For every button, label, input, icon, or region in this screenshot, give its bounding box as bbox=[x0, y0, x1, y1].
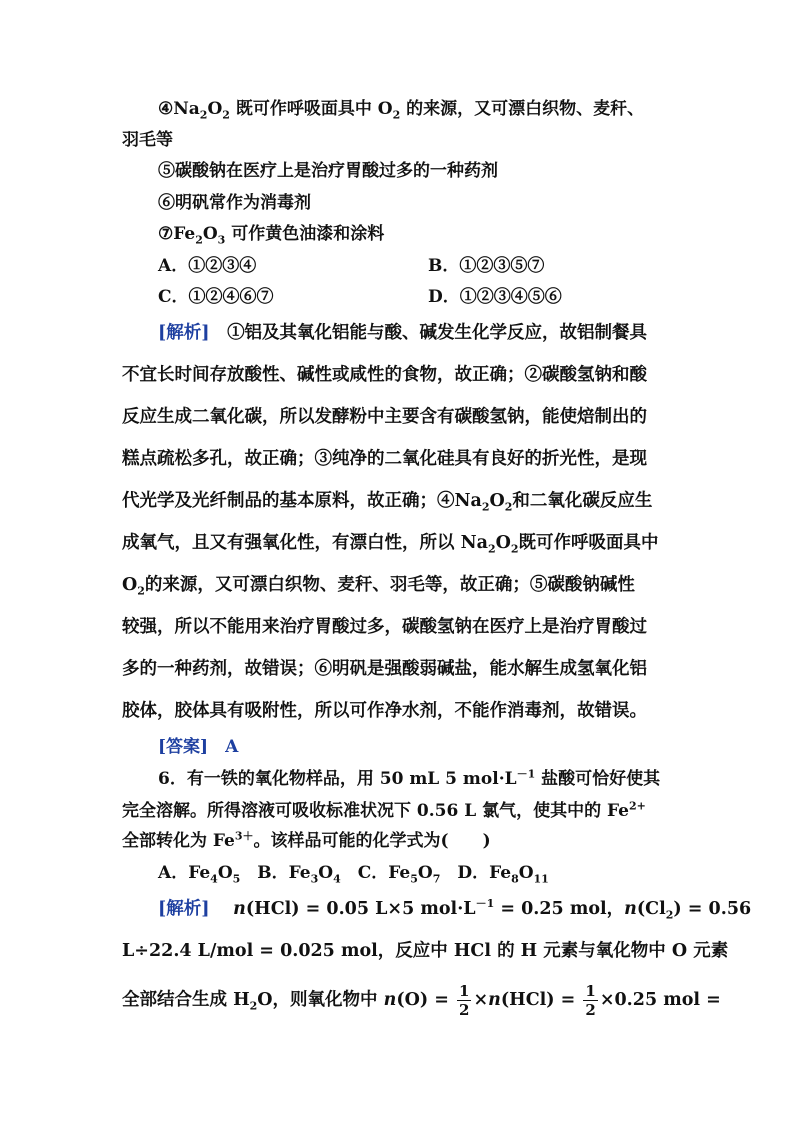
q6-option-c: C．$Fe_5O_7$ bbox=[357, 863, 441, 886]
q6-analysis-line-2: L÷22.4 L/mol = 0.025 mol，反应中 HCl 的 H 元素与氧化物中 O 元素 bbox=[122, 941, 729, 961]
analysis-line-10: 胶体，胶体具有吸附性，所以可作净水剂，不能作消毒剂，故错误。 bbox=[122, 701, 647, 721]
answer-line bbox=[158, 736, 718, 758]
answer-tag: [答案] bbox=[158, 737, 209, 757]
analysis-line-1: [解析] ①铝及其氧化铝能与酸、碱发生化学反应，故铝制餐具 bbox=[158, 323, 648, 343]
q6-analysis-tag: [解析] bbox=[158, 899, 210, 919]
q6-option-d: D．$Fe_8O_{11}$ bbox=[457, 863, 549, 886]
option-a: A．①②③④ bbox=[158, 256, 257, 276]
fraction-one-half-2: $\frac{1}{2}$ bbox=[585, 982, 596, 1019]
q6-line-2: 完全溶解。所得溶液可吸收标准状况下 0.56 L 氯气，使其中的 $Fe^{2+}$ bbox=[122, 799, 646, 821]
analysis-line-4: 糕点疏松多孔，故正确；③纯净的二氧化硅具有良好的折光性，是现 bbox=[122, 449, 647, 469]
item-4-continued: 羽毛等 bbox=[122, 130, 173, 150]
answer-value: A bbox=[225, 737, 239, 757]
q6-analysis-line-1: [解析] n(HCl) = 0.05 L×5 $mol\cdot L^{-1} = 0.25$ mol，$n(Cl_2) = 0.56$ bbox=[158, 897, 752, 922]
q6-option-b: B．$Fe_3O_4$ bbox=[257, 863, 341, 886]
analysis-line-9: 多的一种药剂，故错误；⑥明矾是强酸弱碱盐，能水解生成氢氧化铝 bbox=[122, 659, 647, 679]
q6-option-a: A．$Fe_4O_5$ bbox=[158, 863, 241, 886]
q6-analysis-line-3: 全部结合生成 $H_2O$，则氧化物中 n(O) = $\frac{1}{2}$ ×n(HCl) = $\frac{1}{2}$ ×0.25 mol = bbox=[122, 982, 721, 1019]
analysis-line-6: 成氧气，且又有强氧化性，有漂白性，所以 $Na_2O_2$既可作呼吸面具中 bbox=[122, 533, 659, 556]
q6-line-1: 6．有一铁的氧化物样品，用 50 mL 5 $mol\cdot L^{-1}$ 盐酸可恰好使其 bbox=[158, 767, 661, 789]
analysis-line-7: $O_2$的来源，又可漂白织物、麦秆、羽毛等，故正确；⑤碳酸钠碱性 bbox=[122, 575, 635, 598]
q6-options bbox=[158, 862, 718, 884]
analysis-line-5: 代光学及光纤制品的基本原料，故正确；$④Na_2O_2$和二氧化碳反应生 bbox=[122, 491, 653, 514]
item-7: $⑦Fe_2O_3$ 可作黄色油漆和涂料 bbox=[158, 224, 385, 247]
item-5: ⑤碳酸钠在医疗上是治疗胃酸过多的一种药剂 bbox=[158, 161, 498, 181]
option-c: C．①②④⑥⑦ bbox=[158, 287, 274, 307]
q6-line-3: 全部转化为 $Fe^{3+}$。该样品可能的化学式为( ) bbox=[122, 829, 491, 851]
item-4: $④Na_2O_2$ 既可作呼吸面具中 $O_2$ 的来源，又可漂白织物、麦秆、 bbox=[158, 99, 645, 122]
analysis-line-3: 反应生成二氧化碳，所以发酵粉中主要含有碳酸氢钠，能使焙制出的 bbox=[122, 407, 647, 427]
analysis-line-8: 较强，所以不能用来治疗胃酸过多，碳酸氢钠在医疗上是治疗胃酸过 bbox=[122, 617, 647, 637]
option-b: B．①②③⑤⑦ bbox=[428, 256, 545, 276]
option-d: D．①②③④⑤⑥ bbox=[428, 287, 562, 307]
fraction-one-half: $\frac{1}{2}$ bbox=[459, 982, 470, 1019]
analysis-tag: [解析] bbox=[158, 323, 210, 343]
item-6: ⑥明矾常作为消毒剂 bbox=[158, 193, 311, 213]
analysis-line-2: 不宜长时间存放酸性、碱性或咸性的食物，故正确；②碳酸氢钠和酸 bbox=[122, 365, 647, 385]
